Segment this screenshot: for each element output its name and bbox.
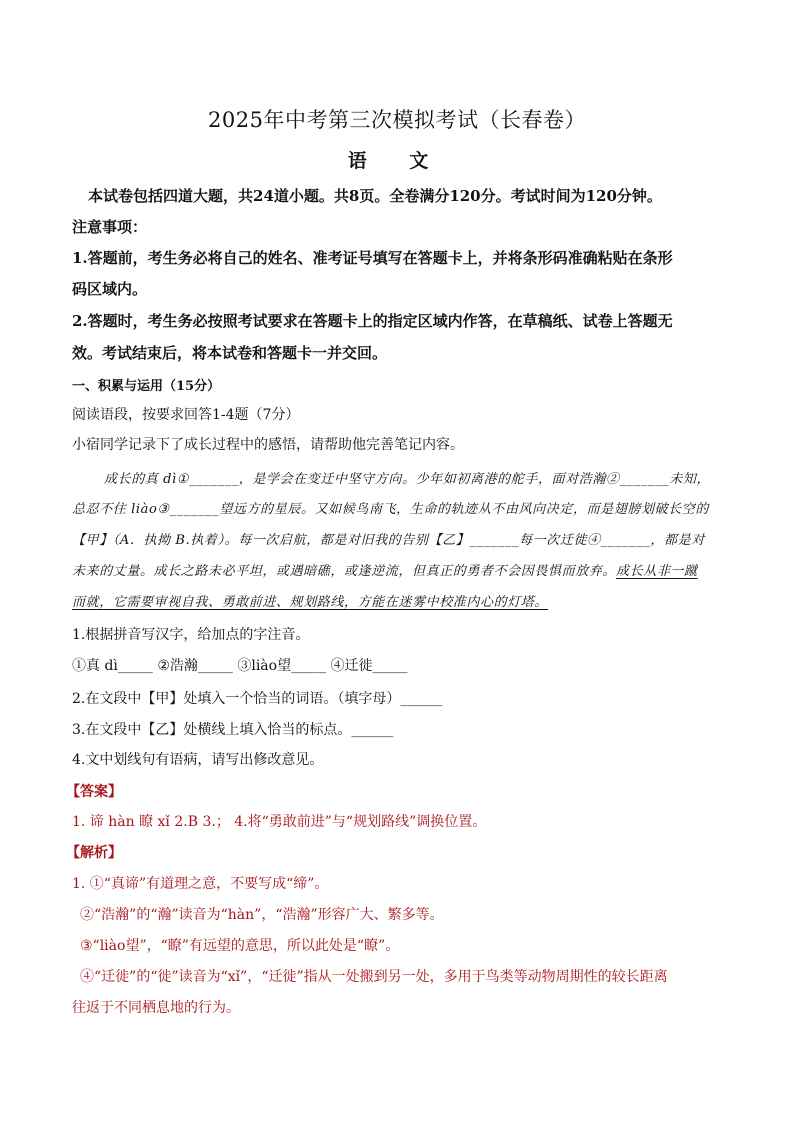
analysis-line-4: ④“迁徙”的“徙”读音为“xǐ”，“迁徙”指从一处搬到另一处，多用于鸟类等动物周期性的较长距离 xyxy=(80,969,668,985)
question-4: 4.文中划线句有语病，请写出修改意见。 xyxy=(72,752,324,768)
reading-instruction: 阅读语段，按要求回答1-4题（7分） xyxy=(72,407,300,423)
exam-intro: 本试卷包括四道大题，共24道小题。共8页。全卷满分120分。考试时间为120分钟。 xyxy=(88,187,662,205)
passage-line-2: 总忍不住 liào③_______望远方的星辰。又如候鸟南飞，生命的轨迹从不由风向决定，而是翅膀划破长空的 xyxy=(72,502,709,517)
analysis-line-2: ②“浩瀚”的“瀚”读音为“hàn”，“浩瀚”形容广大、繁多等。 xyxy=(80,907,444,923)
notice-item-2-line-2: 效。考试结束后，将本试卷和答题卡一并交回。 xyxy=(72,344,388,362)
notice-heading: 注意事项： xyxy=(72,218,148,236)
passage-line-4 xyxy=(72,560,722,579)
passage-context: 小宿同学记录下了成长过程中的感悟，请帮助他完善笔记内容。 xyxy=(72,437,464,453)
underlined-sentence-end: 而就，它需要审视自我、勇敢前进、规划路线，方能在迷雾中校准内心的灯塔。 xyxy=(72,595,549,610)
underlined-sentence-start: 成长从非一蹴 xyxy=(616,564,698,579)
notice-item-1-line-2: 码区域内。 xyxy=(72,280,148,298)
passage-line-1: 成长的真 dì①_______，是学会在变迁中坚守方向。少年如初离港的舵手，面对浩瀚②_______未知， xyxy=(104,472,711,487)
answer-label: 【答案】 xyxy=(66,784,122,800)
question-1-blanks: ①真 dì_____ ②浩瀚_____ ③liào望_____ ④迁徙_____ xyxy=(72,658,408,674)
question-3: 3.在文段中【乙】处横线上填入恰当的标点。______ xyxy=(72,722,394,738)
subject-heading: 语 文 xyxy=(347,150,447,172)
question-1: 1.根据拼音写汉字，给加点的字注音。 xyxy=(72,627,310,643)
analysis-label: 【解析】 xyxy=(66,845,122,861)
passage-line-3: 【甲】（A．执拗 B.执着）。每一次启航，都是对旧我的告别【乙】_______每一次迁徙④_______，都是对 xyxy=(72,533,705,548)
analysis-line-1: 1. ①“真谛”有道理之意，不要写成“缔”。 xyxy=(72,876,329,892)
notice-item-2-line-1: 2.答题时，考生务必按照考试要求在答题卡上的指定区域内作答，在草稿纸、试卷上答题无 xyxy=(72,312,673,330)
section-heading: 一、积累与运用（15分） xyxy=(72,379,221,394)
page-title: 2025年中考第三次模拟考试（长春卷） xyxy=(208,108,586,132)
passage-line-4-text: 未来的丈量。成长之路未必平坦，或遇暗礁，或逢逆流，但真正的勇者不会因畏惧而放弃。 xyxy=(72,564,617,579)
analysis-line-5: 往返于不同栖息地的行为。 xyxy=(72,1000,240,1016)
question-2: 2.在文段中【甲】处填入一个恰当的词语。（填字母）______ xyxy=(72,691,443,707)
answer-text: 1. 谛 hàn 瞭 xǐ 2.B 3.； 4.将“勇敢前进”与“规划路线”调换位置。 xyxy=(72,814,487,830)
analysis-line-3: ③“liào望”，“瞭”有远望的意思，所以此处是“瞭”。 xyxy=(80,938,400,954)
notice-item-1-line-1: 1.答题前，考生务必将自己的姓名、准考证号填写在答题卡上，并将条形码准确粘贴在条形 xyxy=(72,249,673,267)
